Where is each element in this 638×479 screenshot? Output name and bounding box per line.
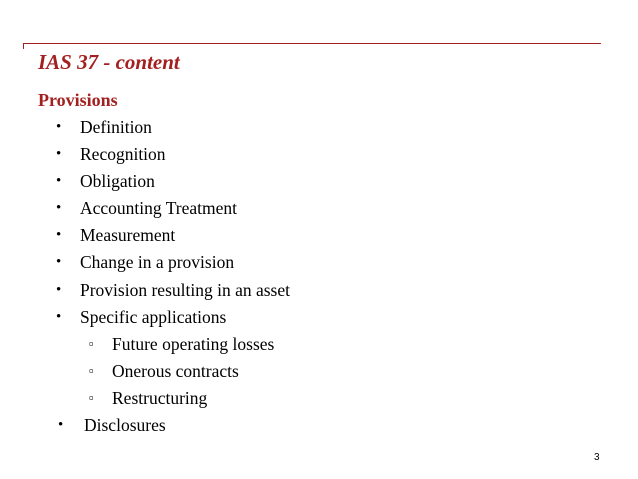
bullet-icon: • [56, 173, 62, 189]
slide-title: IAS 37 - content [38, 50, 180, 74]
list-item-label: Obligation [80, 171, 155, 191]
list-item-label: Change in a provision [80, 252, 235, 272]
sub-list-item-label: Onerous contracts [112, 361, 239, 381]
list-item-label: Recognition [80, 144, 166, 164]
top-divider-tick [23, 43, 24, 49]
list-item-label: Accounting Treatment [80, 198, 237, 218]
bullet-icon: • [56, 200, 62, 216]
square-bullet-icon: ▫ [89, 390, 94, 405]
top-divider-line [23, 43, 601, 44]
list-item-label: Definition [80, 117, 152, 137]
bullet-icon: • [58, 417, 64, 433]
page-number: 3 [594, 452, 600, 463]
sub-list-item-label: Future operating losses [112, 334, 275, 354]
list-item-label: Provision resulting in an asset [80, 280, 290, 300]
square-bullet-icon: ▫ [89, 363, 94, 378]
list-item-label: Disclosures [84, 415, 166, 435]
bullet-icon: • [56, 146, 62, 162]
bullet-icon: • [56, 119, 62, 135]
bullet-icon: • [56, 227, 62, 243]
section-heading: Provisions [38, 90, 118, 110]
list-item-label: Specific applications [80, 307, 227, 327]
square-bullet-icon: ▫ [89, 336, 94, 351]
bullet-icon: • [56, 282, 62, 298]
list-item-label: Measurement [80, 225, 176, 245]
bullet-icon: • [56, 254, 62, 270]
sub-list-item-label: Restructuring [112, 388, 208, 408]
bullet-icon: • [56, 309, 62, 325]
